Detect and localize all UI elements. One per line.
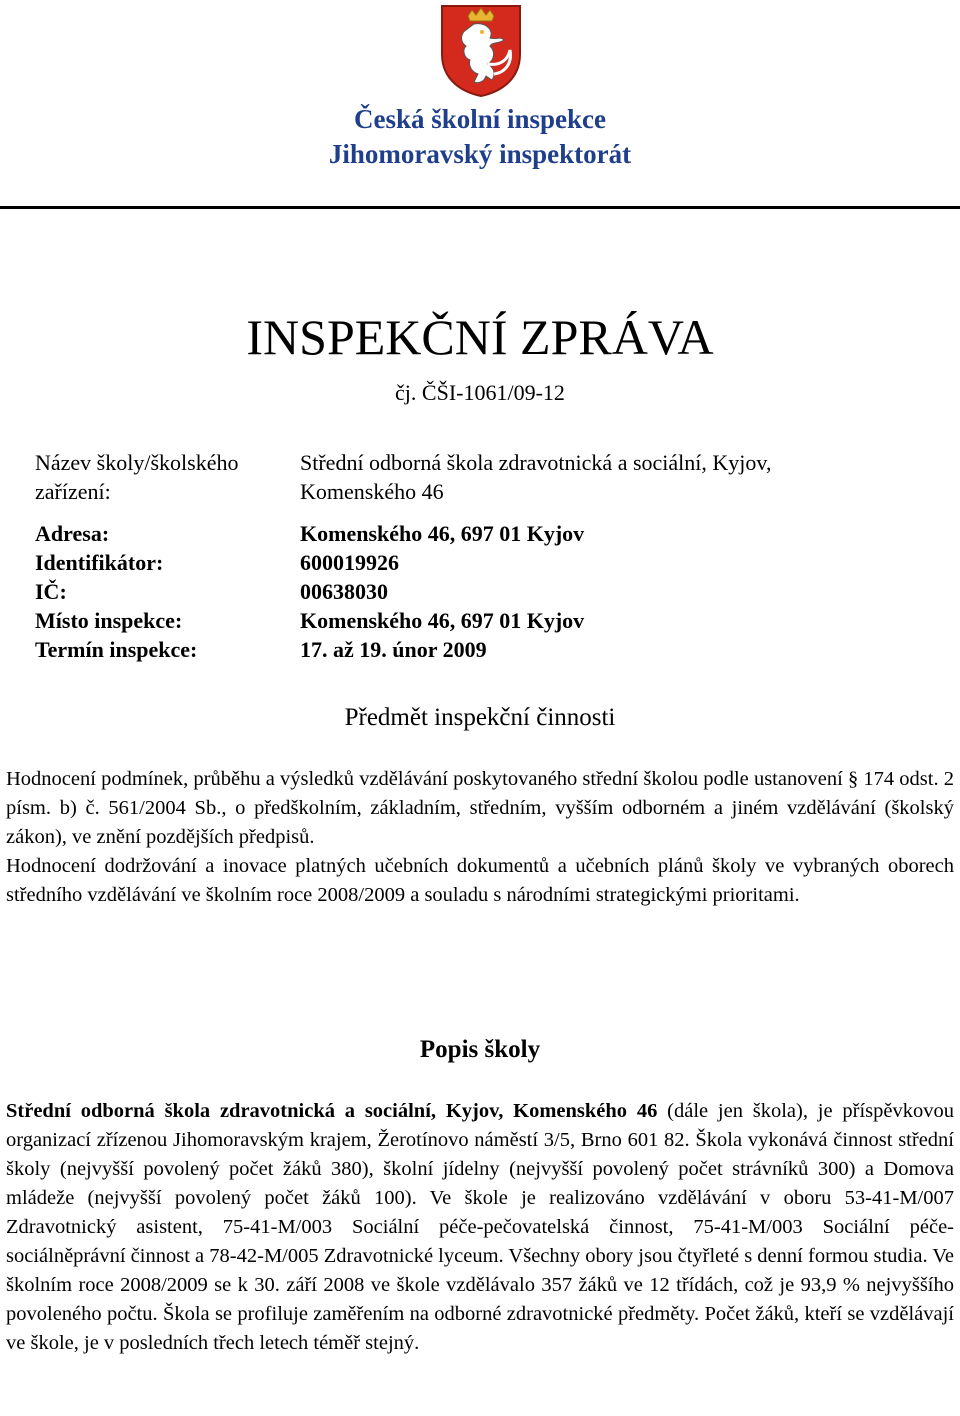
school-name-label-line2: zařízení: [35,479,111,504]
date-value: 17. až 19. únor 2009 [300,637,487,662]
subject-p1-text-c: , o předškolním, základním, středním, vyšším odborném a jiném vzdělávání (školský zákon), ve znění pozdějších předpisů. [6,797,954,848]
school-description-heading: Popis školy [419,1036,541,1063]
identifier-value: 600019926 [300,550,399,575]
school-name-label-line1: Název školy/školského [35,450,239,475]
school-name-value-line1: Střední odborná škola zdravotnická a sociální, Kyjov, [300,450,772,475]
address-value: Komenského 46, 697 01 Kyjov [300,521,585,546]
school-description-body: (dále jen škola), je příspěvkovou organizací zřízenou Jihomoravským krajem, Žerotínovo náměstí 3/5, Brno 601 82. Škola vykonává činnost střední školy (nejvyšší povolený počet žáků 380), školní jídelny (nejvyšší povolený počet strávníků 300) a Domova mládeže (nejvyšší povolený počet žáků 100). Ve škole je realizováno vzdělávání v oboru 53-41-M/007 Zdravotnický asistent, 75-41-M/003 Sociální péče-pečovatelská činnost, 75-41-M/003 Sociální péče-sociálněprávní činnost a 78-42-M/005 Zdravotnické lyceum. Všechny obory jsou čtyřleté s denní formou studia. Ve školním roce 2008/2009 se k 30. září 2008 ve škole vzdělávalo 357 žáků ve 12 třídách, což je 93,9 % nejvyššího povoleného počtu. Škola se profiluje zaměřením na odborné zdravotnické předměty. Počet žáků, kteří se vzdělávají ve škole, je v posledních třech letech téměř stejný. [6,1100,954,1354]
school-full-name: Střední odborná škola zdravotnická a sociální, Kyjov, Komenského 46 [6,1100,658,1122]
date-label: Termín inspekce: [35,637,198,662]
section-sign: § [847,768,859,790]
ic-label: IČ: [35,579,67,604]
ic-value: 00638030 [300,579,388,604]
subject-heading: Předmět inspekční činnosti [344,704,616,731]
school-name-value-line2: Komenského 46 [300,479,444,504]
place-label: Místo inspekce: [35,608,183,633]
regional-office-name: Jihomoravský inspektorát [328,139,632,169]
subject-p1-text-a: Hodnocení podmínek, průběhu a výsledků vzdělávání poskytovaného střední školou podle ustanovení [6,768,848,790]
identifier-label: Identifikátor: [35,550,164,575]
subject-p1-law-ref: 174 odst. 2 písm. b) č. 561/2004 Sb. [6,768,954,819]
report-title: INSPEKČNÍ ZPRÁVA [246,309,714,365]
subject-paragraph-2: Hodnocení dodržování a inovace platných učebních dokumentů a učebních plánů školy ve vybraných oborech středního vzdělávání ve školním roce 2008/2009 a souladu s národními strategickými prioritami. [6,855,954,906]
subject-paragraph-1 [6,765,954,852]
header-divider [0,206,960,209]
place-value: Komenského 46, 697 01 Kyjov [300,608,585,633]
reference-number: čj. ČŠI-1061/09-12 [395,380,565,405]
subject-text [6,765,954,910]
organization-name: Česká školní inspekce [353,104,607,134]
school-description-text [6,1097,954,1358]
address-label: Adresa: [35,521,110,546]
coat-of-arms-icon [438,2,524,98]
